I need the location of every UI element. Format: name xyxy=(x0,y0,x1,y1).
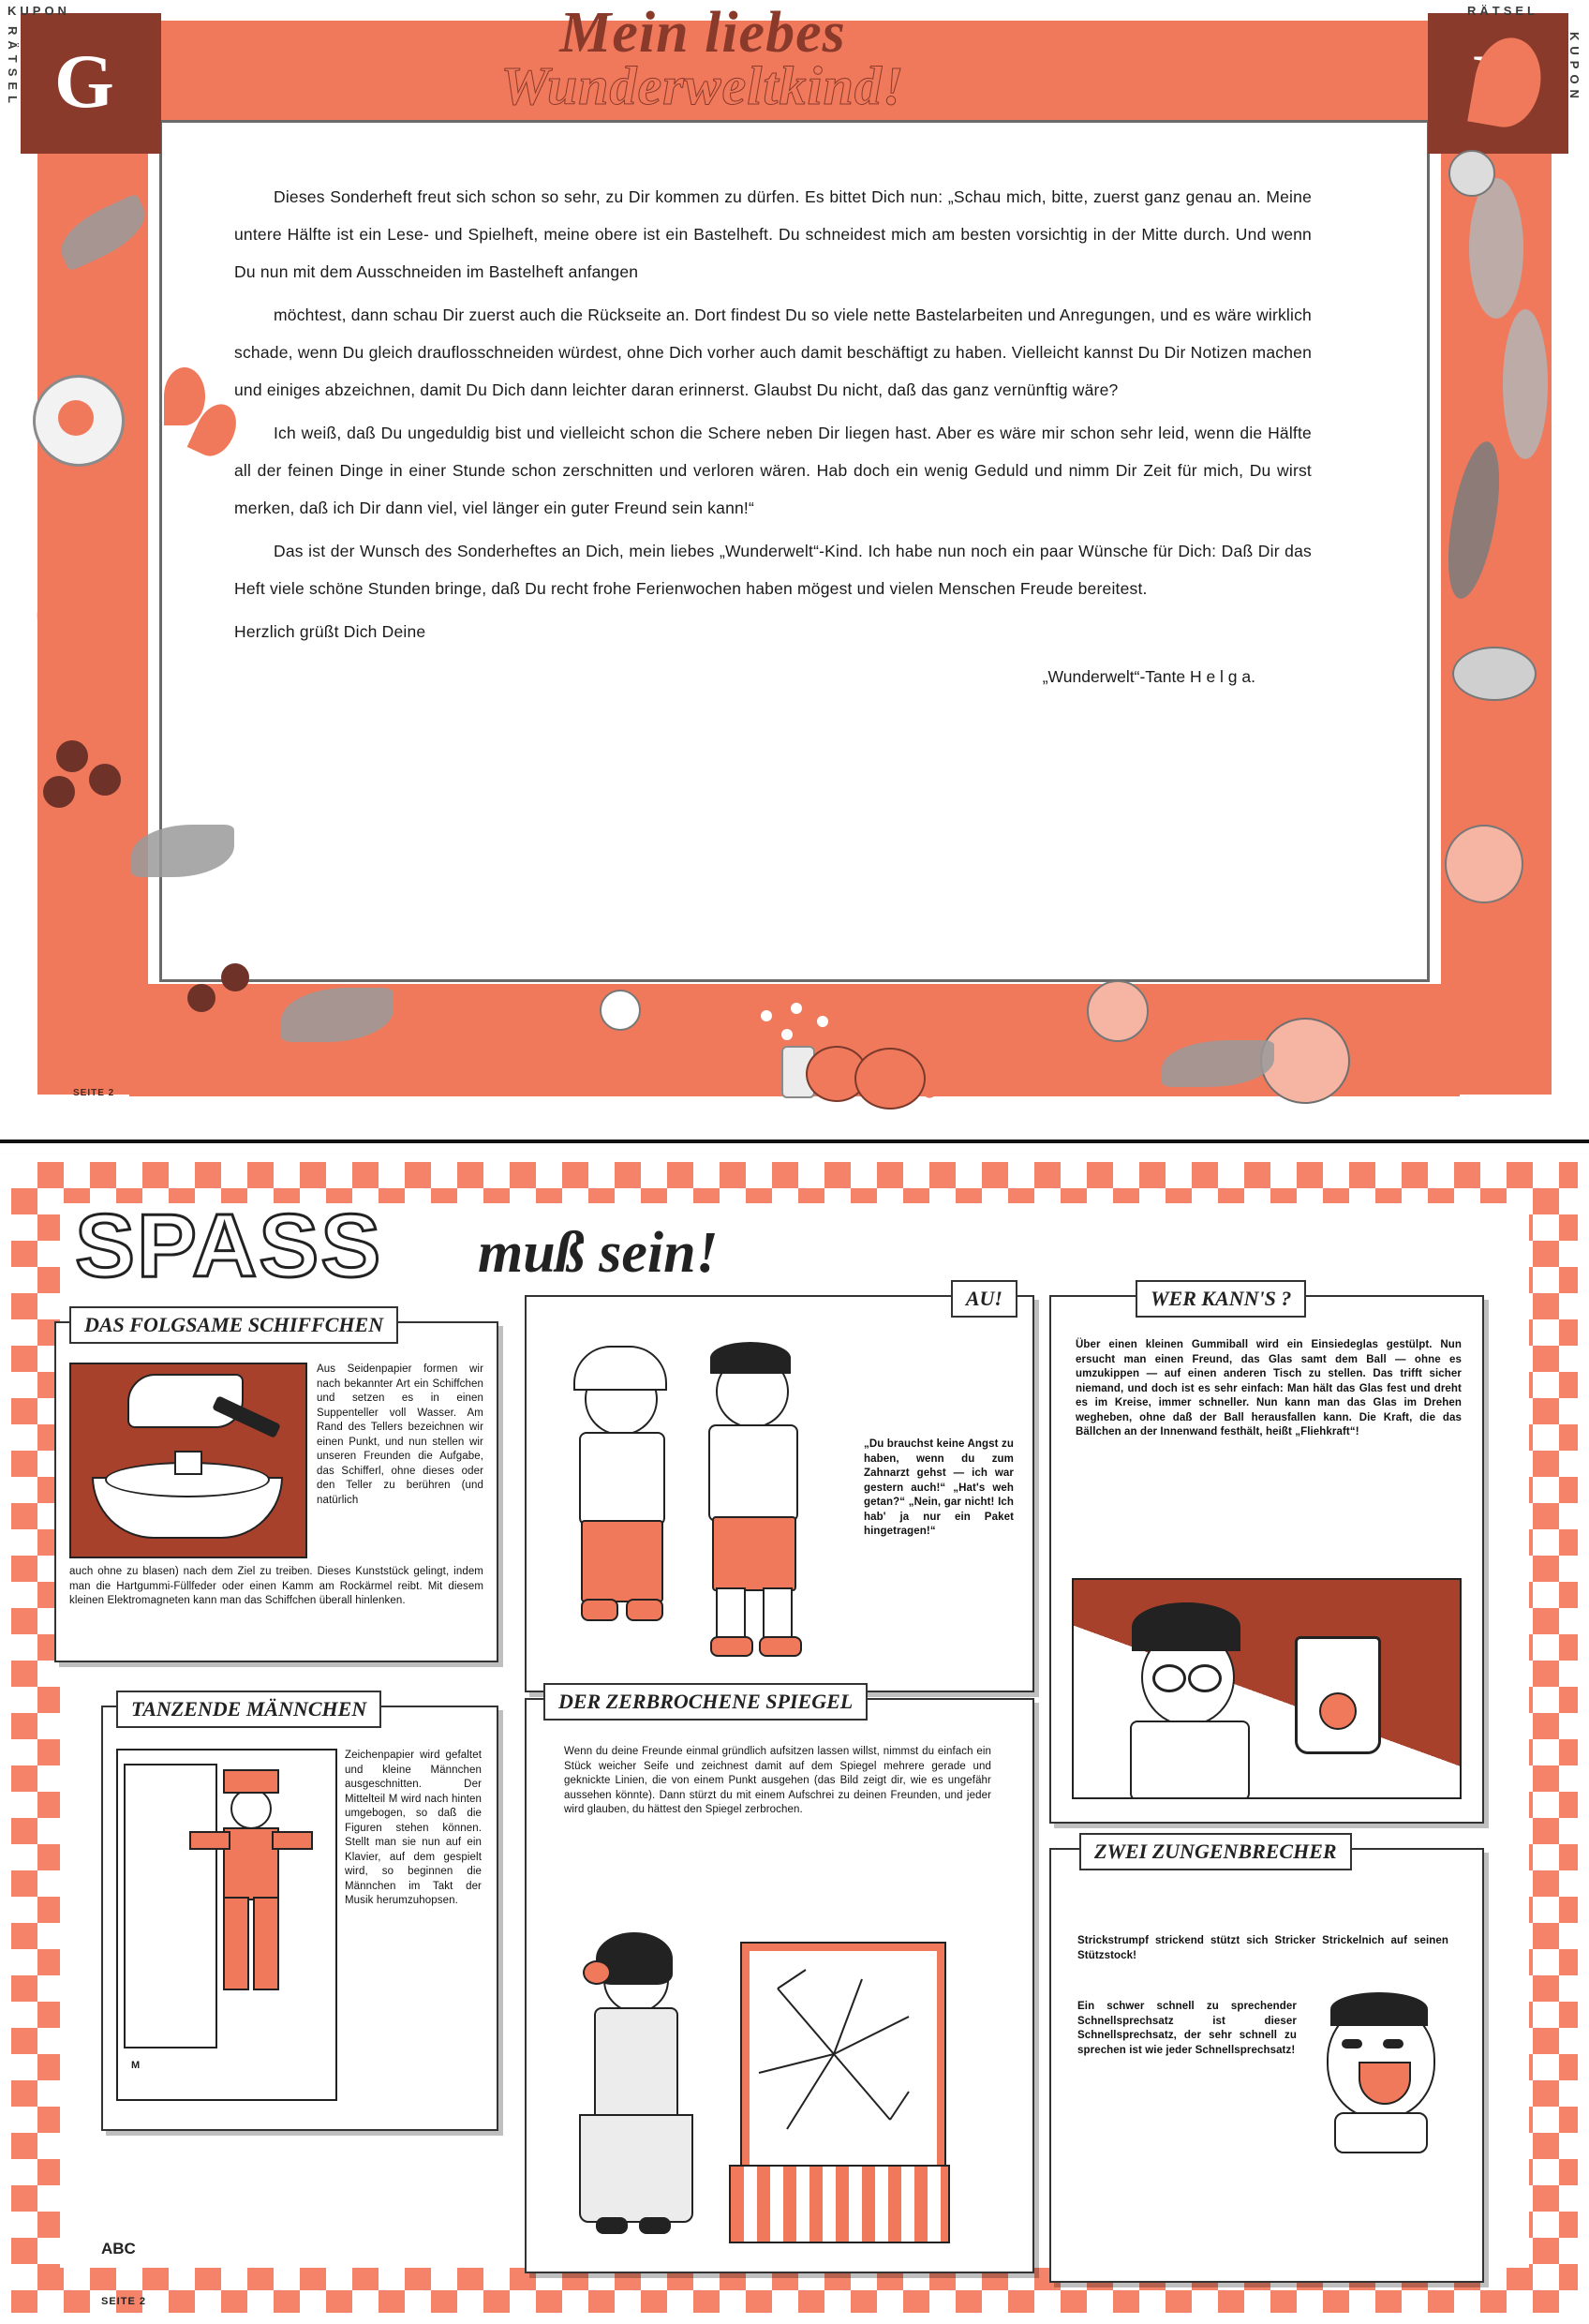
boy2-hair xyxy=(1132,1602,1240,1651)
coupon-label-right-top: RÄTSEL xyxy=(1467,4,1538,18)
card-wer-kanns-title: WER KANN'S ? xyxy=(1136,1280,1306,1318)
page-label-bottom: SEITE 2 xyxy=(101,2296,146,2307)
card-schiffchen-header-wrap xyxy=(69,1306,398,1344)
boy-shorts xyxy=(712,1516,796,1591)
paper-boat xyxy=(174,1451,202,1475)
spass-headline-main: SPASS xyxy=(75,1196,383,1296)
eye-left xyxy=(1342,2039,1362,2048)
letter-paragraph-4: Das ist der Wunsch des Sonderheftes an Dich, mein liebes „Wunderwelt“-Kind. Ich habe nun noch ein paar Wünsche für Dich: Daß Dir das Heft viele schöne Stunden bringe, daß Du recht frohe Ferienwochen haben mögest und vielen Menschen Freude bereitest. xyxy=(234,542,1312,598)
card-spiegel-illustration xyxy=(542,1906,1017,2253)
mirror-frame xyxy=(742,1944,944,2174)
boy-hair xyxy=(710,1342,791,1374)
page-label-top: SEITE 2 xyxy=(73,1088,115,1098)
card-zungenbrecher xyxy=(1049,1840,1484,2283)
boy-sock-left xyxy=(716,1587,746,1642)
card-au xyxy=(525,1287,1034,1692)
girl2-shoe-left xyxy=(596,2217,628,2234)
masthead xyxy=(281,1,1124,127)
figure-middle-label: M xyxy=(131,2060,141,2071)
card-zungenbrecher-title: ZWEI ZUNGENBRECHER xyxy=(1079,1833,1352,1870)
card-schiffchen-illustration xyxy=(69,1363,307,1558)
boy2-shirt xyxy=(1130,1721,1250,1799)
blackberry-decoration xyxy=(56,740,88,772)
card-maennchen-header-wrap xyxy=(116,1691,381,1728)
letter-paragraph-3: Ich weiß, daß Du ungeduldig bist und vielleicht schon die Schere neben Dir liegen hast. Aber es wäre mir schon sehr leid, wenn die Hälfte all der feinen Dinge in einer Stunde schon zerschnitten und verloren wären. Hab doch ein wenig Geduld und nimm Dir Zeit für mich, Du wirst merken, daß ich Dir dann viel, viel länger ein guter Freund sein kann!“ xyxy=(234,424,1312,517)
card-au-title: AU! xyxy=(951,1280,1017,1318)
figure-head xyxy=(230,1788,272,1829)
masthead-line-2: Wunderweltkind! xyxy=(500,55,905,116)
tomato-decoration-2 xyxy=(854,1048,926,1110)
card-zungenbrecher-illustration xyxy=(1310,1990,1460,2159)
figure-jacket xyxy=(223,1827,279,1900)
eye-right xyxy=(1383,2039,1403,2048)
striped-table-runner xyxy=(729,2165,950,2243)
girl2-hair-bow xyxy=(583,1960,611,1985)
top-half-letter-page xyxy=(0,0,1589,1153)
strawberry-decoration xyxy=(403,1031,457,1072)
card-wer-kanns-text: Über einen kleinen Gummiball wird ein Einsiedeglas gestülpt. Nun ersucht man einen Freund, das Glas samt dem Ball — ohne es umzukippen — auf einen anderen Tisch zu stellen. Das trifft sicher niemand, und doch ist es sehr einfach: Man hält das Glas fest und dreht es im Kreise, immer schneller. Nun kann man das Glas im Drehen wegheben, ohne daß der Ball herausfallen kann. Die Kraft, die das Bällchen an der Innenwand festhält, heißt „Fliehkraft“! xyxy=(1076,1339,1462,1438)
card-zungenbrecher-header-wrap xyxy=(1079,1833,1352,1870)
card-spiegel-header-wrap xyxy=(543,1683,868,1721)
card-maennchen-illustration xyxy=(116,1749,337,2101)
girl2-dress-top xyxy=(594,2007,678,2123)
girl2-shoe-right xyxy=(639,2217,671,2234)
card-wer-kanns-header-wrap xyxy=(1136,1280,1306,1318)
collar xyxy=(1334,2112,1428,2153)
blackberry-decoration-2 xyxy=(89,764,121,796)
boy2-glasses-left xyxy=(1152,1664,1186,1692)
mushroom-dot xyxy=(817,1016,828,1027)
spass-headline-script: muß sein! xyxy=(478,1221,719,1285)
figure-leg-right xyxy=(253,1897,279,1990)
letter-paragraph-5: Herzlich grüßt Dich Deine xyxy=(234,622,426,641)
figure-arm-left xyxy=(189,1831,230,1850)
rose-decoration-2 xyxy=(1087,980,1149,1042)
letter-signature: „Wunderwelt“-Tante H e l g a. xyxy=(1042,667,1255,686)
card-zungenbrecher-text-1: Strickstrumpf strickend stützt sich Stricker Strickelnich auf seinen Stützstock! xyxy=(1077,1935,1448,1961)
girl-blouse xyxy=(579,1432,665,1526)
coupon-label-left-top: KUPON xyxy=(7,4,70,18)
figure-leg-left xyxy=(223,1897,249,1990)
card-au-header-wrap xyxy=(951,1280,1017,1318)
card-wer-kanns xyxy=(1049,1287,1484,1824)
boy-shoe-right xyxy=(759,1636,802,1657)
wheat-decoration-2 xyxy=(1503,309,1548,459)
figure-hat xyxy=(223,1769,279,1794)
girl-shoe-right xyxy=(626,1599,663,1621)
boy2-glasses-right xyxy=(1188,1664,1222,1692)
masthead-line-1: Mein liebes xyxy=(559,1,846,65)
page-divider xyxy=(0,1140,1589,1143)
figure-arm-right xyxy=(272,1831,313,1850)
card-au-text: „Du brauchst keine Angst zu haben, wenn du zum Zahnarzt gehst — ich war gestern auch!“ „Hat's weh getan?“ „Nein, gar nicht! Ich hab' ja nur ein Paket hingetragen!“ xyxy=(864,1438,1014,1537)
rubber-ball xyxy=(1319,1692,1357,1730)
pea-pod-decoration xyxy=(1452,647,1537,701)
mushroom-dot xyxy=(761,1010,772,1021)
card-schiffchen xyxy=(54,1313,498,1662)
card-schiffchen-text-side: Aus Seidenpapier formen wir nach bekannter Art ein Schiffchen und setzen es in einen Suppenteller voll Wasser. Am Rand des Tellers bezeichnen wir einen Punkt, und nun stellen wir unseren Freunden die Aufgabe, das Schifferl, ohne dieses oder den Teller zu berühren (und natürlich xyxy=(317,1363,483,1506)
girl2-skirt xyxy=(579,2114,693,2223)
snail-decoration xyxy=(1448,150,1495,197)
card-maennchen xyxy=(101,1697,498,2131)
card-maennchen-title: TANZENDE MÄNNCHEN xyxy=(116,1691,381,1728)
card-maennchen-text: Zeichenpapier wird gefaltet und kleine Männchen ausgeschnitten. Der Mittelteil M wird nach hinten umgebogen, so daß die Figuren stehen können. Stellt man sie nun auf ein Klavier, auf dem gespielt wird, so beginnen die Männchen im Takt der Musik herumzuhopsen. xyxy=(345,1750,482,1906)
imprint-abc: ABC xyxy=(101,2240,136,2257)
girl-headscarf xyxy=(573,1346,667,1391)
card-spiegel-text: Wenn du deine Freunde einmal gründlich aufsitzen lassen willst, nimmst du einfach ein Stück weicher Seife und zeichnest damit auf dem Spiegel mehrere gerade und geknickte Linien, die von einem Punkt ausgehen (das Bild zeigt dir, wie es ungefähr aussehen könnte). Dann stürzt du mit einem Aufschrei zu deinen Freunden, und jeder wird glauben, du hättest den Spiegel zerbrochen. xyxy=(564,1746,991,1815)
card-wer-kanns-illustration xyxy=(1072,1578,1462,1799)
coupon-corner-left xyxy=(21,13,161,154)
spass-headline xyxy=(75,1196,787,1303)
boy-shoe-left xyxy=(710,1636,753,1657)
letter-paragraph-1: Dieses Sonderheft freut sich schon so sehr, zu Dir kommen zu dürfen. Es bittet Dich nun: „Schau mich, bitte, zuerst ganz genau an. Meine untere Hälfte ist ein Lese- und Spielheft, meine obere ist ein Bastelheft. Du schneidest mich am besten vorsichtig in der Mitte durch. Und wenn Du nun mit dem Ausschneiden im Bastelheft anfangen xyxy=(234,187,1312,281)
blossom-decoration xyxy=(600,990,641,1031)
daisy-center xyxy=(58,400,94,436)
coupon-label-left-vertical: RÄTSEL xyxy=(6,26,20,109)
girl-shoe-left xyxy=(581,1599,618,1621)
card-zungenbrecher-text-2: Ein schwer schnell zu sprechender Schnellsprechsatz ist dieser Schnellsprechsatz, der sehr schnell zu sprechen ist wie jeder Schnellsprechsatz! xyxy=(1077,2001,1297,2056)
laughing-hair xyxy=(1330,1992,1428,2026)
folded-paper-template xyxy=(124,1764,217,2048)
boy-shirt xyxy=(708,1424,798,1522)
card-schiffchen-title: DAS FOLGSAME SCHIFFCHEN xyxy=(69,1306,398,1344)
coupon-label-right-vertical: KUPON xyxy=(1567,32,1582,104)
corner-letter-left: G xyxy=(54,38,114,124)
letter-paragraph-2: möchtest, dann schau Dir zuerst auch die Rückseite an. Dort findest Du so viele nette Bastelarbeiten und Anregungen, und es wäre wirklich schade, wenn Du gleich drauflosschneiden würdest, ohne Dich vorher auch damit beschäftigt zu haben. Vielleicht kannst Du Dir Notizen machen und einiges abzeichnen, damit Du Dich dann leichter daran erinnerst. Glaubst Du nicht, daß das ganz vernünftig wäre? xyxy=(234,305,1312,399)
card-spiegel xyxy=(525,1690,1034,2273)
blackberry-decoration-4 xyxy=(187,984,215,1012)
letter-text xyxy=(234,178,1312,687)
blackberry-decoration-3 xyxy=(43,776,75,808)
blackberry-decoration-5 xyxy=(221,963,249,991)
rose-decoration xyxy=(1445,825,1523,903)
bottom-half-spass-page xyxy=(0,1155,1589,2324)
cracked-mirror-lines xyxy=(750,1951,918,2148)
wheat-decoration xyxy=(1469,178,1523,319)
girl-trousers xyxy=(581,1520,663,1602)
card-au-illustration xyxy=(542,1331,851,1674)
bellflower-decoration xyxy=(164,367,205,425)
boy-sock-right xyxy=(763,1587,793,1642)
mushroom-dot xyxy=(781,1029,793,1040)
card-schiffchen-text-below: auch ohne zu blasen) nach dem Ziel zu treiben. Dieses Kunststück gelingt, indem man die Hartgummi-Füllfeder oder einen Kamm am Rockärmel reibt. Mit diesem kleinen Elektromagneten kann man das Schiffchen überall hinlenken. xyxy=(69,1566,483,1606)
card-spiegel-title: DER ZERBROCHENE SPIEGEL xyxy=(543,1683,868,1721)
mushroom-dot xyxy=(791,1003,802,1014)
